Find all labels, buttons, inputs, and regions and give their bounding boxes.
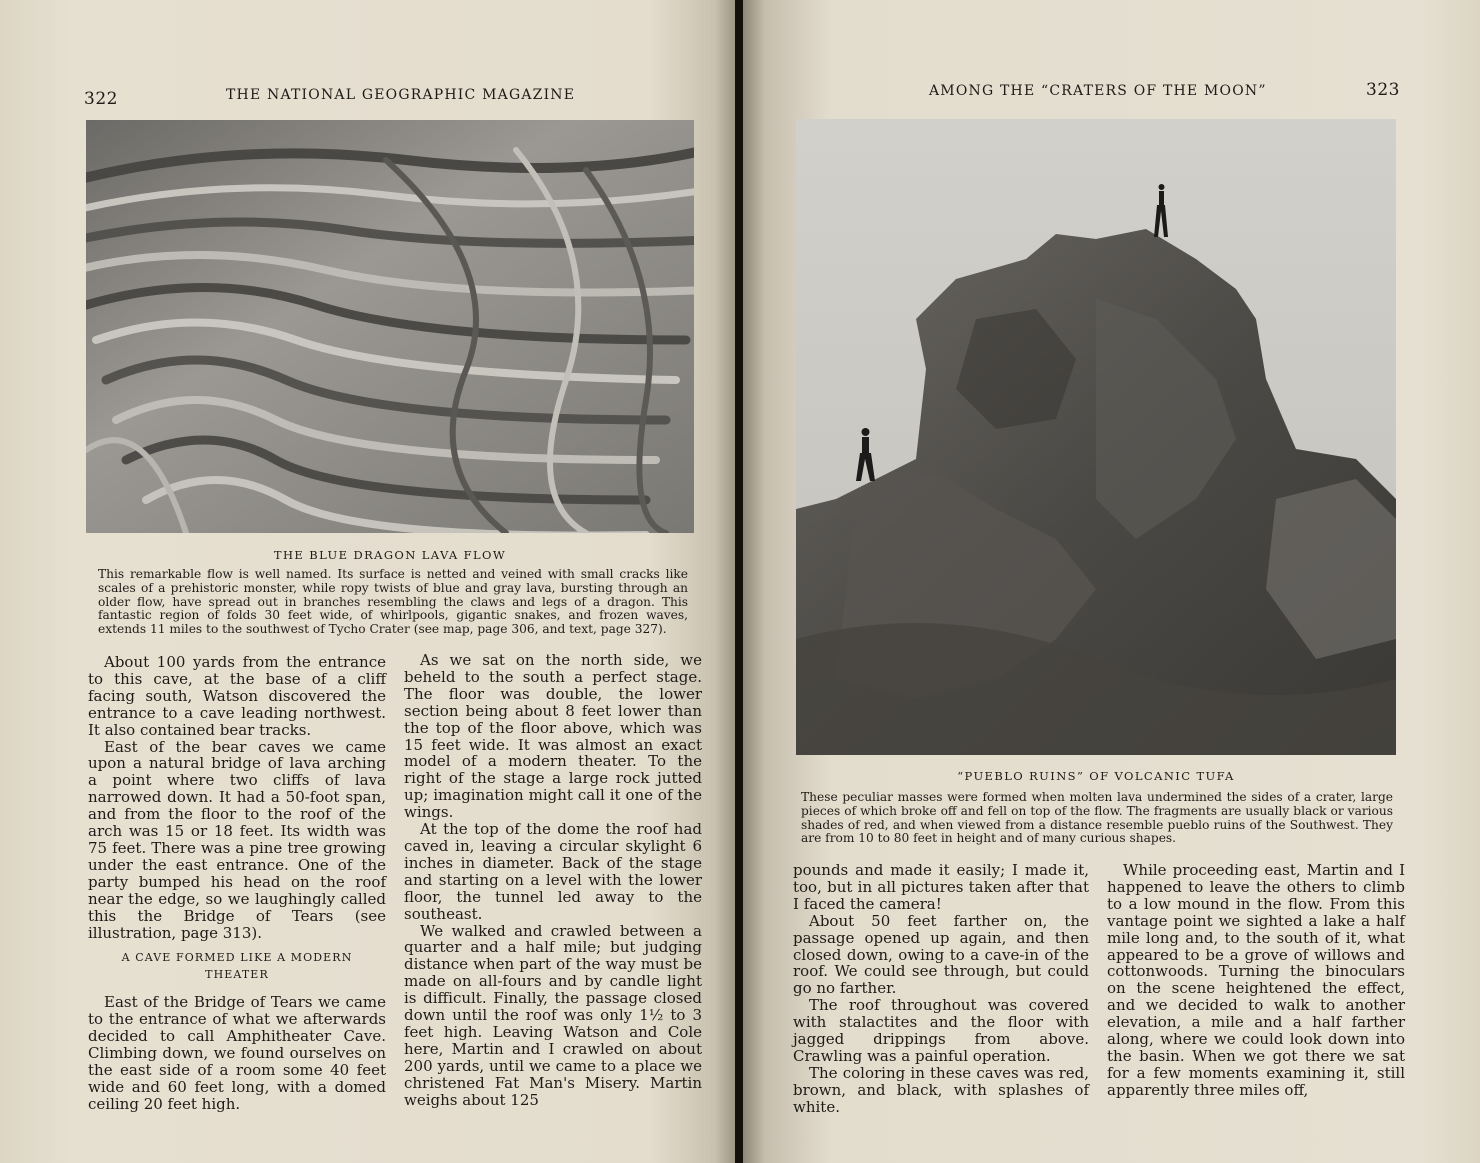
caption-title: THE BLUE DRAGON LAVA FLOW bbox=[273, 548, 507, 562]
text-column-2 bbox=[1107, 862, 1405, 1099]
paragraph: East of the Bridge of Tears we came to the entrance of what we afterwards decided to call Amphitheater Cave. Climbing down, we found ourselves on the east side of a room some 40 feet wide and 60 feet long, with a domed ceiling 20 feet high. bbox=[88, 993, 386, 1113]
text-column-2 bbox=[404, 652, 702, 1108]
paragraph: About 50 feet farther on, the passage opened up again, and then closed down, owing to a cave-in of the roof. We could see through, but could go no farther. bbox=[793, 911, 1089, 998]
paragraph: As we sat on the north side, we beheld to the south a perfect stage. The floor was double, the lower section being about 8 feet lower than the top of the floor above, which was 15 feet wide. It was almost an exact model of a modern theater. To the right of the stage a large rock jutted up; imagination might call it one of the wings. bbox=[404, 651, 702, 822]
page-number: 322 bbox=[84, 89, 118, 109]
text-column-1 bbox=[793, 862, 1089, 1116]
right-page bbox=[743, 0, 1480, 1163]
paragraph: About 100 yards from the entrance to this cave, at the base of a cliff facing south, Watson discovered the entrance to a cave leading northwest. It also contained bear tracks. bbox=[88, 653, 386, 739]
page-number: 323 bbox=[1366, 80, 1400, 100]
paragraph: While proceeding east, Martin and I happened to leave the others to climb to a low mound in the flow. From this vantage point we sighted a lake a half mile long and, to the south of it, what appeared to be a grove of willows and cottonwoods. Turning the binoculars on the scene heightened the effect, and we decided to walk to another elevation, a mile and a half farther along, where we could look down into the basin. When we got there we sat for a few moments examining it, still apparently three miles off, bbox=[1107, 861, 1405, 1099]
running-head: AMONG THE “CRATERS OF THE MOON” bbox=[929, 83, 1267, 99]
caption-title: “PUEBLO RUINS” OF VOLCANIC TUFA bbox=[957, 769, 1235, 783]
paragraph: The roof throughout was covered with stalactites and the floor with jagged drippings from above. Crawling was a painful operation. bbox=[793, 996, 1089, 1065]
paragraph: The coloring in these caves was red, brown, and black, with splashes of white. bbox=[793, 1063, 1089, 1116]
running-head: THE NATIONAL GEOGRAPHIC MAGAZINE bbox=[226, 87, 576, 103]
paragraph: We walked and crawled between a quarter and a half mile; but judging distance when part of the way must be made on all-fours and by candle light is difficult. Finally, the passage closed down until the roof was only 1½ to 3 feet high. Leaving Watson and Cole here, Martin and I crawled on about 200 yards, until we came to a place we christened Fat Man's Misery. Martin weighs about 125 bbox=[404, 921, 702, 1109]
text-column-1 bbox=[88, 654, 386, 1113]
paragraph: At the top of the dome the roof had caved in, leaving a circular skylight 6 inches in diameter. Back of the stage and starting on a level with the lower floor, the tunnel led away to the southeast. bbox=[404, 820, 702, 923]
caption-text: These peculiar masses were formed when molten lava undermined the sides of a crater, large pieces of which broke off and fell on top of the flow. The fragments are usually black or various shades of red, and when viewed from a distance resemble pueblo ruins of the Southwest. They are from 10 to 80 feet in height and of many curious shapes. bbox=[801, 790, 1393, 846]
paragraph: pounds and made it easily; I made it, too, but in all pictures taken after that I faced the camera! bbox=[793, 861, 1089, 913]
lava-flow-photo bbox=[86, 120, 694, 533]
left-page bbox=[0, 0, 737, 1163]
caption-text: This remarkable flow is well named. Its surface is netted and veined with small cracks like scales of a prehistoric monster, while ropy twists of blue and gray lava, bursting through an older flow, have spread out in branches resembling the claws and legs of a dragon. This fantastic region of folds 30 feet wide, of whirlpools, gigantic snakes, and frozen waves, extends 11 miles to the southwest of Tycho Crater (see map, page 306, and text, page 327). bbox=[98, 567, 688, 637]
tufa-rock-photo bbox=[796, 119, 1396, 755]
section-heading: A CAVE FORMED LIKE A MODERN THEATER bbox=[121, 951, 353, 982]
paragraph: East of the bear caves we came upon a natural bridge of lava arching a point where two cliffs of lava narrowed down. It had a 50-foot span, and from the floor to the roof of the arch was 15 or 18 feet. Its width was 75 feet. There was a pine tree growing under the east entrance. One of the party bumped his head on the roof near the edge, so we laughingly called this the Bridge of Tears (see illustration, page 313). bbox=[88, 737, 386, 942]
